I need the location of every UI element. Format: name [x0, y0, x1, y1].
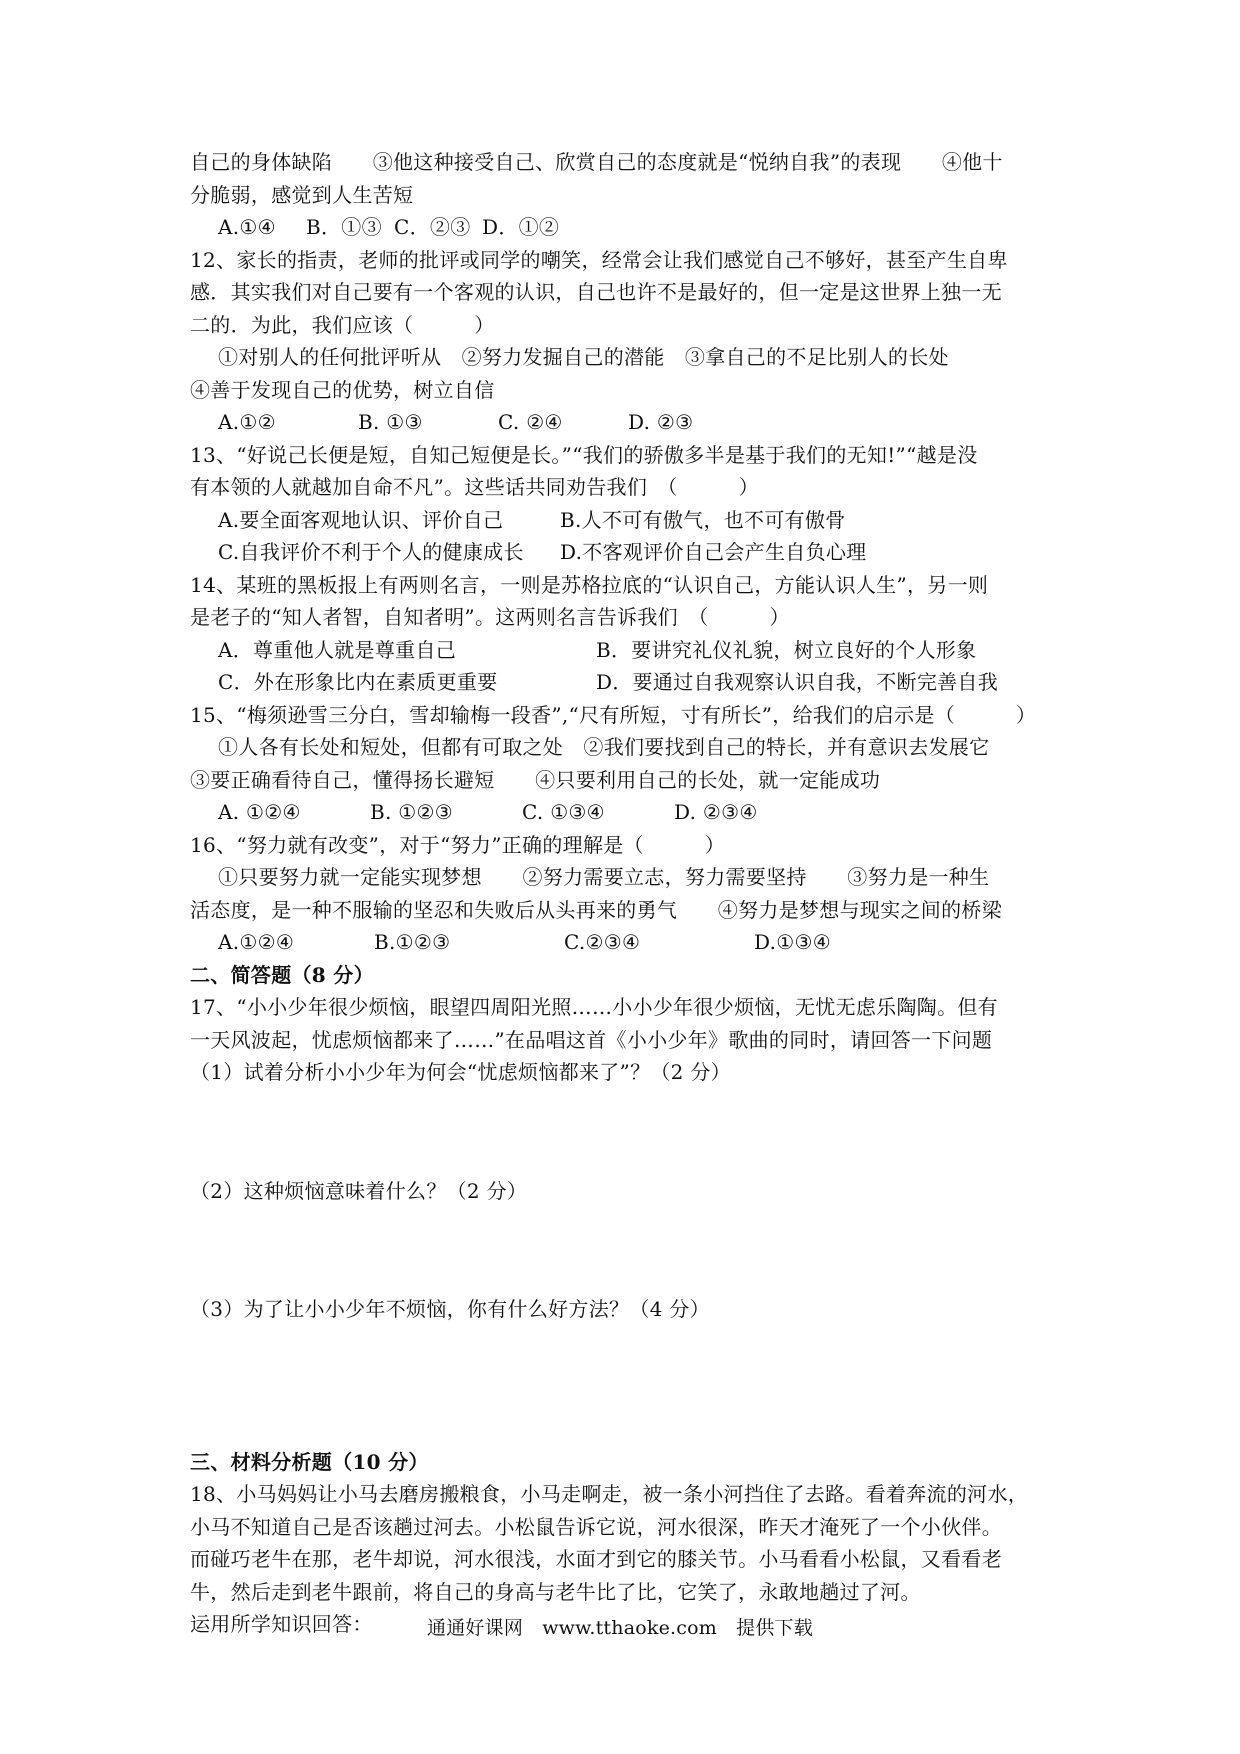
q14-options-row-1	[190, 634, 1070, 667]
q14-option-b: B．要讲究礼仪礼貌，树立良好的个人形象	[596, 637, 977, 662]
q12-option-b: B. ①③	[358, 410, 423, 434]
q16-items-1: ①只要努力就一定能实现梦想 ②努力需要立志，努力需要坚持 ③努力是一种生	[218, 865, 990, 889]
q15-stem: 15、“梅须逊雪三分白，雪却输梅一段香”,“尺有所短，寸有所长”，给我们的启示是（ ）	[190, 702, 1037, 727]
q11-option-c: C．②③	[394, 215, 471, 239]
q15-items-1: ①人各有长处和短处，但都有可取之处 ②我们要找到自己的特长，并有意识去发展它	[218, 735, 990, 759]
q16-items-2: 活态度，是一种不服输的坚忍和失败后从头再来的勇气 ④努力是梦想与现实之间的桥梁	[190, 897, 1002, 922]
q17-stem-2: 一天风波起，忧虑烦恼都来了……”在品唱这首《小小少年》歌曲的同时，请回答一下问题	[190, 1027, 993, 1052]
q17-sub-3: （3）为了让小小少年不烦恼，你有什么好方法？（4 分）	[190, 1297, 710, 1321]
q15-option-d: D. ②③④	[674, 800, 758, 824]
q14-stem-2: 是老子的“知人者智，自知者明”。这两则名言告诉我们 （ ）	[190, 605, 790, 629]
q11-line-2: 分脆弱，感觉到人生苦短	[190, 182, 414, 207]
q16-options	[190, 926, 1070, 959]
q13-stem-1: 13、“好说己长便是短，自知己短便是长。”“我们的骄傲多半是基于我们的无知!”“越是没	[190, 442, 978, 467]
q12-option-c: C. ②④	[498, 410, 563, 434]
q15-option-a: A. ①②④	[218, 800, 301, 824]
q12-items-2: ④善于发现自己的优势，树立自信	[190, 377, 495, 402]
q18-line-4: 牛，然后走到老牛跟前，将自己的身高与老牛比了比，它笑了，永敢地趟过了河。	[190, 1579, 921, 1604]
q11-option-b: B．①③	[306, 215, 382, 239]
q12-stem-2: 感．其实我们对自己要有一个客观的认识，自己也许不是最好的，但一定是这世界上独一无	[190, 280, 1002, 304]
q16-option-c: C.②③④	[564, 930, 641, 954]
q15-option-c: C. ①③④	[522, 800, 605, 824]
q14-option-c: C．外在形象比内在素质更重要	[218, 670, 498, 694]
q17-sub-2: （2）这种烦恼意味着什么？（2 分）	[190, 1178, 528, 1203]
q14-option-d: D．要通过自我观察认识自我，不断完善自我	[596, 670, 999, 694]
q18-line-5: 运用所学知识回答：	[190, 1612, 373, 1636]
q17-sub-1: （1）试着分析小小少年为何会“忧虑烦恼都来了”？（2 分）	[190, 1060, 731, 1084]
q16-option-d: D.①③④	[754, 930, 831, 954]
q12-option-a: A.①②	[218, 410, 276, 434]
q15-option-b: B. ①②③	[370, 800, 454, 824]
q12-options	[190, 406, 1070, 439]
q11-line-1: 自己的身体缺陷 ③他这种接受自己、欣赏自己的态度就是“悦纳自我”的表现 ④他十	[190, 150, 1003, 174]
q16-option-b: B.①②③	[374, 930, 451, 954]
q13-stem-2: 有本领的人就越加自命不凡”。这些话共同劝告我们 （ ）	[190, 475, 759, 499]
q13-options-row-1	[190, 504, 1070, 537]
answer-space-2	[190, 1207, 1070, 1293]
q18-line-1: 18、小马妈妈让小马去磨房搬粮食，小马走啊走，被一条小河挡住了去路。看着奔流的河水，	[190, 1482, 1029, 1506]
q11-option-d: D．①②	[482, 215, 560, 239]
section-2-heading: 二、简答题（8 分）	[190, 962, 374, 987]
q14-option-a: A．尊重他人就是尊重自己	[218, 637, 457, 662]
q11-option-a: A.①④	[218, 215, 276, 239]
q18-line-3: 而碰巧老牛在那，老牛却说，河水很浅，水面才到它的膝关节。小马看看小松鼠，又看看老	[190, 1547, 1002, 1571]
q13-option-b: B.人不可有傲气，也不可有傲骨	[560, 507, 846, 532]
section-3-heading: 三、材料分析题（10 分）	[190, 1449, 429, 1474]
answer-space-3	[190, 1326, 1070, 1446]
q13-option-d: D.不客观评价自己会产生自负心理	[560, 540, 867, 564]
q12-stem-3: 二的．为此，我们应该（ ）	[190, 312, 495, 337]
q14-stem-1: 14、某班的黑板报上有两则名言，一则是苏格拉底的“认识自己，方能认识人生”，另一则	[190, 572, 989, 597]
q12-option-d: D. ②③	[628, 410, 694, 434]
q13-options-row-2	[190, 536, 1070, 569]
q14-options-row-2	[190, 666, 1070, 699]
q13-option-a: A.要全面客观地认识、评价自己	[218, 507, 504, 532]
exam-page-body	[190, 146, 1070, 1641]
q13-option-c: C.自我评价不利于个人的健康成长	[218, 540, 524, 564]
q17-stem-1: 17、“小小少年很少烦恼，眼望四周阳光照……小小少年很少烦恼，无忧无虑乐陶陶。但有	[190, 995, 998, 1019]
answer-space-1	[190, 1089, 1070, 1175]
q16-option-a: A.①②④	[218, 930, 295, 954]
q12-stem-1: 12、家长的指责，老师的批评或同学的嘲笑，经常会让我们感觉自己不够好，甚至产生自卑	[190, 247, 1008, 272]
q18-line-2: 小马不知道自己是否该趟过河去。小松鼠告诉它说，河水很深，昨天才淹死了一个小伙伴。	[190, 1514, 1002, 1539]
q16-stem: 16、“努力就有改变”，对于“努力”正确的理解是（ ）	[190, 832, 726, 857]
q15-options	[190, 796, 1070, 829]
q12-items-1: ①对别人的任何批评听从 ②努力发掘自己的潜能 ③拿自己的不足比别人的长处	[218, 345, 949, 369]
footer-source-text: 通通好课网 www.tthaoke.com 提供下载	[427, 1617, 813, 1639]
q11-options	[190, 211, 1070, 244]
q15-items-2: ③要正确看待自己，懂得扬长避短 ④只要利用自己的长处，就一定能成功	[190, 767, 881, 792]
